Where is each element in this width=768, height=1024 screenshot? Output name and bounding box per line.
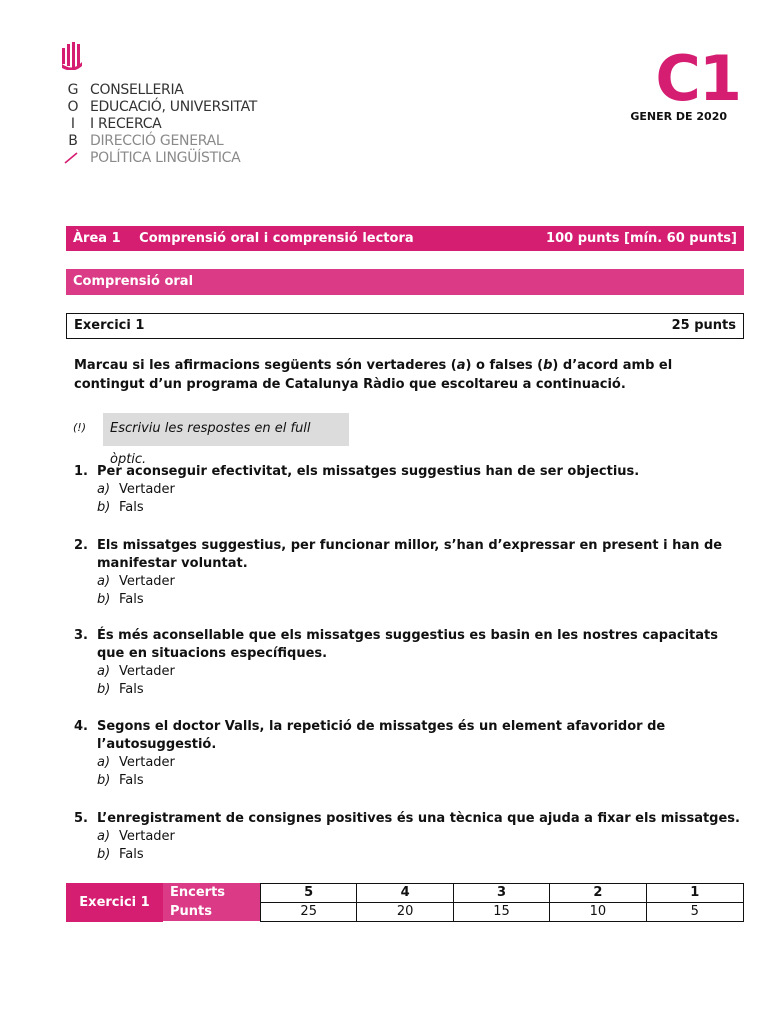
option-b[interactable]	[74, 591, 742, 609]
encerts-cell: 3	[454, 884, 550, 903]
question-3	[74, 627, 742, 699]
org-line: CONSELLERIA	[90, 82, 184, 98]
option-text: Fals	[119, 592, 144, 607]
area-title: Comprensió oral i comprensió lectora	[139, 231, 414, 246]
intro-text: ) o falses (	[465, 358, 544, 373]
option-b[interactable]	[74, 772, 742, 790]
punts-cell: 10	[550, 903, 646, 921]
score-cells	[260, 883, 744, 922]
exam-date: GENER DE 2020	[630, 110, 727, 123]
exam-level: C1	[655, 42, 740, 115]
intro-text: ) d’acord amb el contingut d’un programa de Catalunya Ràdio que escoltareu a continuació.	[74, 358, 673, 392]
row-label-encerts: Encerts	[163, 883, 260, 902]
org-line: POLÍTICA LINGÜÍSTICA	[90, 150, 241, 166]
option-letter: a)	[97, 574, 111, 589]
encerts-cell: 5	[261, 884, 357, 903]
initial-o: O	[67, 99, 79, 115]
option-text: Vertader	[119, 482, 175, 497]
score-table-label: Exercici 1	[66, 883, 163, 922]
option-text: Vertader	[119, 755, 175, 770]
option-letter: a)	[97, 829, 111, 844]
org-line: DIRECCIÓ GENERAL	[90, 133, 224, 149]
punts-cell: 20	[357, 903, 453, 921]
option-text: Fals	[119, 773, 144, 788]
question-4	[74, 718, 742, 790]
score-table	[66, 883, 744, 922]
note-mark: (!)	[73, 421, 86, 434]
area-label: Àrea 1	[73, 231, 121, 246]
slash-mark-icon	[64, 152, 78, 164]
encerts-cell: 1	[647, 884, 743, 903]
organization-name	[90, 82, 257, 167]
question-number: 3.	[74, 628, 88, 643]
initial-i: I	[70, 116, 76, 132]
option-text: Vertader	[119, 574, 175, 589]
option-a[interactable]	[74, 828, 742, 846]
answer-sheet-note: Escriviu les respostes en el full òptic.	[103, 413, 349, 446]
option-text: Fals	[119, 500, 144, 515]
question-text: Els missatges suggestius, per funcionar millor, s’han d’expressar en present i han de manifestar voluntat.	[97, 538, 723, 571]
area-header-bar	[66, 226, 744, 251]
question-2	[74, 537, 742, 609]
exercise-header	[66, 313, 744, 339]
question-text: Per aconseguir efectivitat, els missatges suggestius han de ser objectius.	[97, 464, 640, 479]
row-label-punts: Punts	[163, 902, 260, 921]
exercise-points: 25 punts	[671, 318, 736, 333]
initial-g: G	[67, 82, 79, 98]
question-number: 1.	[74, 464, 88, 479]
option-b[interactable]	[74, 499, 742, 517]
option-b[interactable]	[74, 681, 742, 699]
option-letter: a)	[97, 755, 111, 770]
org-initials	[66, 82, 80, 150]
punts-cell: 25	[261, 903, 357, 921]
punts-cell: 5	[690, 904, 699, 919]
org-line: I RECERCA	[90, 116, 162, 132]
option-letter: b)	[97, 847, 111, 862]
area-points: 100 punts [mín. 60 punts]	[546, 231, 737, 246]
option-a[interactable]	[74, 754, 742, 772]
question-1	[74, 463, 742, 517]
option-letter: b)	[97, 592, 111, 607]
section-title: Comprensió oral	[73, 274, 194, 289]
option-letter: b)	[97, 773, 111, 788]
option-a[interactable]	[74, 663, 742, 681]
question-number: 4.	[74, 719, 88, 734]
intro-text: Marcau si les afirmacions següents són vertaderes (	[74, 358, 457, 373]
option-b[interactable]	[74, 846, 742, 864]
option-text: Vertader	[119, 829, 175, 844]
exercise-instructions	[74, 356, 742, 394]
section-header-bar	[66, 269, 744, 295]
intro-option-b: b	[543, 358, 553, 373]
encerts-cell: 2	[550, 884, 646, 903]
option-text: Fals	[119, 682, 144, 697]
option-a[interactable]	[74, 573, 742, 591]
question-text: És més aconsellable que els missatges suggestius es basin en les nostres capacitats que en situacions específiques.	[97, 628, 718, 661]
option-letter: b)	[97, 682, 111, 697]
exercise-label: Exercici 1	[74, 318, 145, 333]
question-number: 2.	[74, 538, 88, 553]
initial-b: B	[68, 133, 78, 149]
option-text: Fals	[119, 847, 144, 862]
org-line: EDUCACIÓ, UNIVERSITAT	[90, 99, 258, 115]
option-a[interactable]	[74, 481, 742, 499]
question-number: 5.	[74, 811, 88, 826]
question-text: L’enregistrament de consignes positives és una tècnica que ajuda a fixar els missatges.	[97, 811, 740, 826]
goib-logo-icon	[62, 42, 84, 70]
punts-cell: 15	[454, 903, 550, 921]
option-text: Vertader	[119, 664, 175, 679]
question-5	[74, 810, 742, 864]
question-text: Segons el doctor Valls, la repetició de missatges és un element afavoridor de l’autosuggestió.	[97, 719, 666, 752]
intro-option-a: a	[456, 358, 466, 373]
option-letter: a)	[97, 482, 111, 497]
option-letter: a)	[97, 664, 111, 679]
encerts-cell: 4	[357, 884, 453, 903]
option-letter: b)	[97, 500, 111, 515]
